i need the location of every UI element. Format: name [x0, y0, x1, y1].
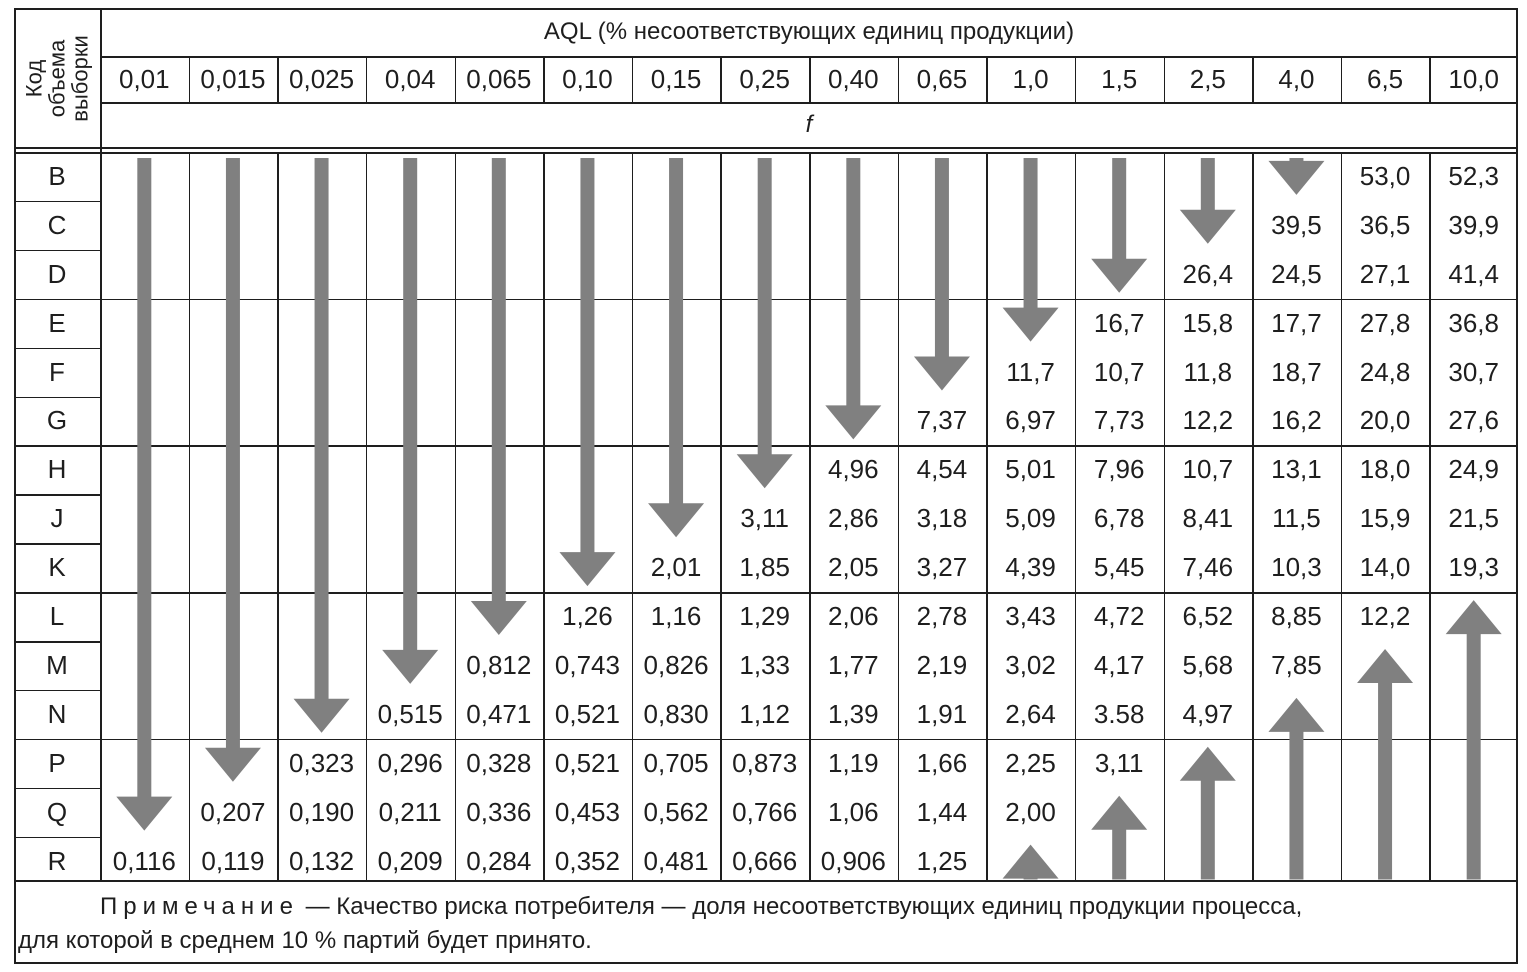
f-value-cell: 36,8 — [1448, 307, 1499, 338]
aql-value-header: 0,01 — [119, 63, 170, 94]
f-value-cell: 0,207 — [200, 796, 266, 827]
f-value-cell: 2,05 — [828, 552, 879, 583]
aql-value-header: 10,0 — [1448, 63, 1499, 94]
f-value-cell: 12,2 — [1359, 601, 1411, 632]
f-value-cell: 3,11 — [1094, 747, 1144, 778]
aql-value-header: 1,5 — [1101, 63, 1138, 94]
f-value-cell: 24,5 — [1271, 258, 1322, 289]
aql-value-header: 0,04 — [384, 63, 436, 94]
row-code-B: B — [48, 160, 66, 191]
aql-value-header: 0,40 — [828, 63, 879, 94]
f-value-cell: 0,515 — [377, 698, 443, 729]
f-value-cell: 0,190 — [289, 796, 355, 827]
f-value-cell: 5,01 — [1005, 454, 1056, 485]
f-value-cell: 1,44 — [916, 796, 968, 827]
f-value-cell: 1,33 — [739, 649, 790, 680]
f-value-cell: 0,336 — [466, 796, 532, 827]
arrow-up-icon — [1180, 747, 1236, 880]
f-value-cell: 3,02 — [1005, 649, 1056, 680]
f-value-cell: 8,41 — [1182, 503, 1234, 534]
aql-value-header: 1,0 — [1012, 63, 1049, 94]
f-value-cell: 36,5 — [1359, 209, 1411, 240]
aql-value-header: 0,15 — [650, 63, 702, 94]
aql-value-header: 6,5 — [1366, 63, 1404, 94]
f-value-cell: 2,19 — [916, 649, 968, 680]
f-value-cell: 0,116 — [112, 845, 176, 876]
arrow-up-icon — [1357, 649, 1413, 880]
f-value-cell: 53,0 — [1359, 160, 1411, 191]
f-value-cell: 4,54 — [916, 454, 968, 485]
f-value-cell: 27,8 — [1359, 307, 1411, 338]
f-value-cell: 12,2 — [1182, 405, 1234, 436]
f-value-cell: 52,3 — [1448, 160, 1499, 191]
aql-title: AQL (% несоответствующих единиц продукции) — [543, 18, 1075, 45]
f-value-cell: 2,06 — [828, 601, 879, 632]
f-value-cell: 27,1 — [1359, 258, 1411, 289]
arrow-down-icon — [1268, 158, 1324, 195]
f-value-cell: 6,52 — [1182, 601, 1234, 632]
row-code-J: J — [50, 503, 64, 534]
f-value-cell: 0,873 — [732, 747, 798, 778]
f-value-cell: 1,77 — [828, 649, 879, 680]
f-value-cell: 7,85 — [1271, 649, 1322, 680]
f-value-cell: 15,9 — [1359, 503, 1411, 534]
f-value-cell: 0,209 — [377, 845, 443, 876]
f-value-cell: 0,521 — [554, 698, 620, 729]
arrow-down-icon — [382, 158, 438, 684]
row-code-P: P — [48, 747, 66, 778]
arrow-up-icon — [1003, 845, 1059, 880]
f-value-cell: 13,1 — [1271, 454, 1322, 485]
row-code-L: L — [49, 601, 65, 632]
arrow-down-icon — [825, 158, 881, 439]
f-value-cell: 5,09 — [1005, 503, 1056, 534]
f-value-cell: 7,46 — [1182, 552, 1234, 583]
f-value-cell: 4,96 — [828, 454, 879, 485]
f-value-cell: 2,86 — [828, 503, 879, 534]
row-code-M: M — [46, 649, 68, 680]
f-value-cell: 0,481 — [643, 845, 709, 876]
f-value-cell: 39,5 — [1271, 209, 1322, 240]
f-value-cell: 4,97 — [1182, 698, 1234, 729]
f-value-cell: 0,471 — [466, 698, 532, 729]
f-value-cell: 0,323 — [289, 747, 355, 778]
aql-value-header: 0,025 — [289, 63, 355, 94]
f-value-cell: 1,06 — [828, 796, 879, 827]
arrow-down-icon — [1091, 158, 1147, 293]
f-value-cell: 0,328 — [466, 747, 532, 778]
row-code-C: C — [47, 209, 67, 240]
f-value-cell: 0,562 — [643, 796, 709, 827]
f-value-cell: 16,7 — [1093, 307, 1145, 338]
f-value-cell: 11,8 — [1183, 356, 1233, 387]
f-value-cell: 0,521 — [554, 747, 620, 778]
arrow-down-icon — [559, 158, 615, 586]
row-code-F: F — [49, 356, 65, 387]
f-value-cell: 0,453 — [554, 796, 620, 827]
row-code-G: G — [46, 405, 68, 436]
arrow-up-icon — [1091, 796, 1147, 880]
arrow-down-icon — [471, 158, 527, 635]
arrow-down-icon — [914, 158, 970, 391]
f-value-cell: 0,906 — [820, 845, 886, 876]
f-value-cell: 0,211 — [378, 796, 442, 827]
arrow-down-icon — [1003, 158, 1059, 342]
f-value-cell: 2,64 — [1005, 698, 1056, 729]
f-value-cell: 26,4 — [1182, 258, 1234, 289]
f-value-cell: 6,78 — [1093, 503, 1145, 534]
f-value-cell: 1,19 — [828, 747, 879, 778]
f-value-cell: 1,91 — [916, 698, 968, 729]
table-note — [18, 890, 1518, 958]
arrow-down-icon — [205, 158, 261, 782]
f-value-cell: 4,72 — [1093, 601, 1145, 632]
row-code-R: R — [47, 845, 67, 876]
arrow-down-icon — [648, 158, 704, 537]
arrow-down-icon — [1180, 158, 1236, 244]
f-value-cell: 24,8 — [1359, 356, 1411, 387]
f-value-cell: 0,705 — [643, 747, 709, 778]
f-value-cell: 20,0 — [1359, 405, 1411, 436]
f-value-cell: 7,73 — [1093, 405, 1145, 436]
row-code-H: H — [47, 454, 67, 485]
f-value-cell: 0,284 — [466, 845, 532, 876]
f-value-cell: 11,5 — [1272, 503, 1321, 534]
f-value-cell: 0,119 — [201, 845, 265, 876]
arrow-down-icon — [737, 158, 793, 488]
aql-value-header: 2,5 — [1189, 63, 1226, 94]
arrow-down-icon — [294, 158, 350, 733]
f-value-cell: 5,45 — [1093, 552, 1145, 583]
f-value-cell: 0,826 — [643, 649, 709, 680]
f-value-cell: 17,7 — [1271, 307, 1322, 338]
row-code-E: E — [48, 307, 66, 338]
f-value-cell: 1,29 — [739, 601, 790, 632]
f-value-cell: 39,9 — [1448, 209, 1499, 240]
f-value-cell: 0,766 — [732, 796, 798, 827]
f-value-cell: 2,00 — [1005, 796, 1056, 827]
f-value-cell: 18,7 — [1271, 356, 1322, 387]
f-value-cell: 1,39 — [828, 698, 879, 729]
f-value-cell: 21,5 — [1448, 503, 1499, 534]
note-label: Примечание — [100, 893, 299, 920]
note-text-line1: — Качество риска потребителя — доля несоответствующих единиц продукции процесса, — [298, 893, 1303, 920]
f-value-cell: 2,25 — [1005, 747, 1056, 778]
f-value-cell: 27,6 — [1448, 405, 1499, 436]
f-value-cell: 7,96 — [1093, 454, 1145, 485]
f-value-cell: 0,132 — [289, 845, 355, 876]
f-value-cell: 0,296 — [377, 747, 443, 778]
f-label: f — [805, 110, 813, 138]
f-value-cell: 6,97 — [1005, 405, 1056, 436]
f-value-cell: 7,37 — [916, 405, 968, 436]
f-value-cell: 14,0 — [1359, 552, 1411, 583]
f-value-cell: 19,3 — [1448, 552, 1499, 583]
f-value-cell: 0,830 — [643, 698, 709, 729]
f-value-cell: 4,17 — [1093, 649, 1145, 680]
f-value-cell: 1,12 — [739, 698, 790, 729]
f-value-cell: 15,8 — [1182, 307, 1234, 338]
f-value-cell: 0,352 — [554, 845, 620, 876]
aql-value-header: 0,10 — [562, 63, 613, 94]
f-value-cell: 8,85 — [1271, 601, 1322, 632]
row-code-D: D — [47, 258, 67, 289]
aql-value-header: 0,015 — [200, 63, 266, 94]
f-value-cell: 2,01 — [650, 552, 702, 583]
row-code-Q: Q — [46, 796, 68, 827]
f-value-cell: 4,39 — [1005, 552, 1056, 583]
f-value-cell: 0,743 — [554, 649, 620, 680]
aql-value-header: 0,065 — [466, 63, 532, 94]
f-value-cell: 1,85 — [739, 552, 790, 583]
f-value-cell: 16,2 — [1271, 405, 1322, 436]
f-value-cell: 3,18 — [916, 503, 968, 534]
f-value-cell: 10,7 — [1182, 454, 1234, 485]
f-value-cell: 30,7 — [1448, 356, 1499, 387]
f-value-cell: 1,66 — [916, 747, 968, 778]
arrow-down-icon — [116, 158, 172, 831]
f-value-cell: 11,7 — [1006, 356, 1055, 387]
sample-size-code-label: Код объема выборки — [21, 34, 93, 122]
f-value-cell: 5,68 — [1182, 649, 1234, 680]
row-code-K: K — [48, 552, 66, 583]
aql-value-header: 4,0 — [1278, 63, 1315, 94]
arrow-up-icon — [1446, 600, 1502, 879]
f-value-cell: 3,11 — [740, 503, 790, 534]
f-value-cell: 0,812 — [466, 649, 532, 680]
note-text-line2: для которой в среднем 10 % партий будет принято. — [18, 927, 592, 954]
f-value-cell: 24,9 — [1448, 454, 1499, 485]
row-code-N: N — [47, 698, 67, 729]
f-value-cell: 1,16 — [650, 601, 702, 632]
f-value-cell: 3,27 — [916, 552, 968, 583]
f-value-cell: 3.58 — [1093, 698, 1145, 729]
f-value-cell: 1,25 — [916, 845, 968, 876]
f-value-cell: 41,4 — [1448, 258, 1499, 289]
f-value-cell: 1,26 — [562, 601, 613, 632]
aql-value-header: 0,25 — [739, 63, 790, 94]
f-value-cell: 10,7 — [1093, 356, 1145, 387]
f-value-cell: 10,3 — [1271, 552, 1322, 583]
arrow-up-icon — [1268, 698, 1324, 880]
f-value-cell: 0,666 — [732, 845, 798, 876]
f-value-cell: 18,0 — [1359, 454, 1411, 485]
f-value-cell: 3,43 — [1005, 601, 1056, 632]
f-value-cell: 2,78 — [916, 601, 968, 632]
aql-value-header: 0,65 — [916, 63, 968, 94]
